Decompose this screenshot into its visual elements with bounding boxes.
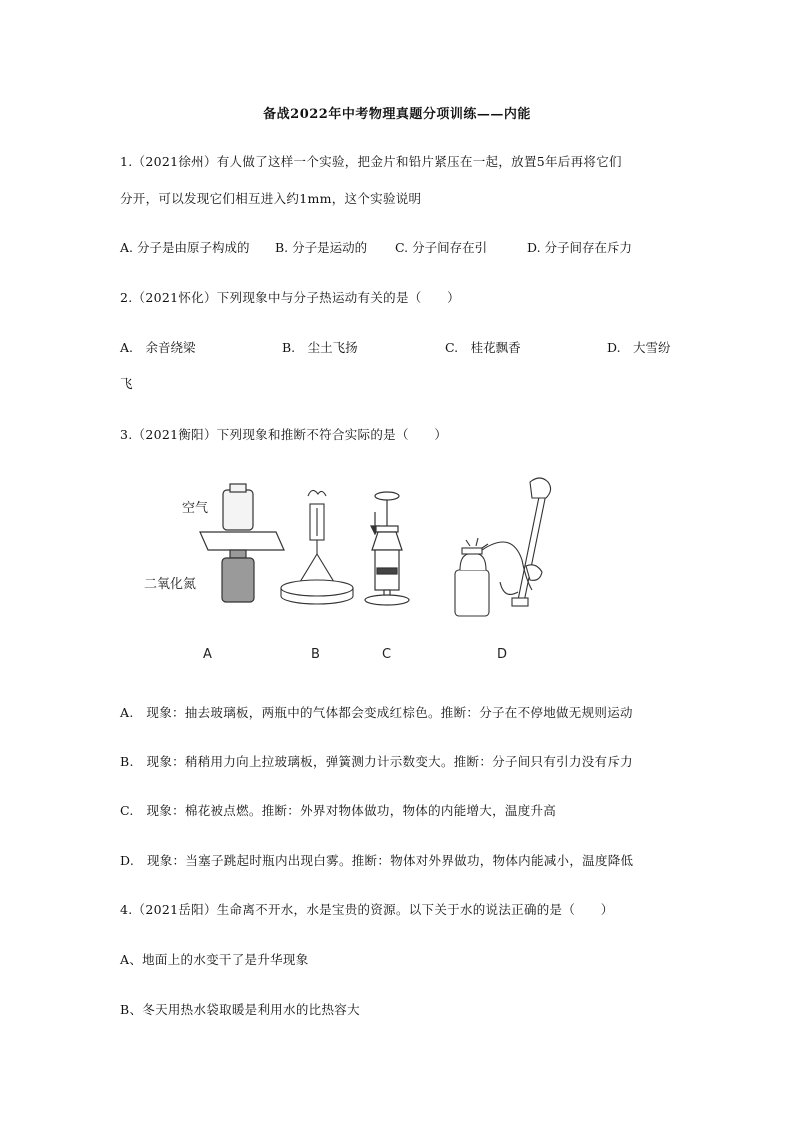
q4-option-a: A、地面上的水变干了是升华现象	[120, 952, 309, 967]
q3-option-d: D. 现象：当塞子跳起时瓶内出现白雾。推断：物体对外界做功，物体内能减小，温度降低	[120, 853, 634, 868]
q1-option-d: D. 分子间存在斥力	[527, 240, 633, 255]
figure-b-spring-scale	[281, 490, 353, 604]
q2-option-d: D. 大雪纷	[607, 340, 671, 355]
figure-label-air: 空气	[182, 501, 209, 516]
q1-stem-line1: 1.（2021徐州）有人做了这样一个实验，把金片和铅片紧压在一起，放置5年后再将它们	[120, 154, 622, 169]
q1-option-b: B. 分子是运动的	[275, 240, 368, 255]
q3-option-a: A. 现象：抽去玻璃板，两瓶中的气体都会变成红棕色。推断：分子在不停地做无规则运动	[120, 705, 633, 720]
q3-stem: 3.（2021衡阳）下列现象和推断不符合实际的是（ ）	[120, 427, 448, 442]
figure-label-no2: 二氧化氮	[144, 577, 197, 592]
figure-panel-label-d: D	[497, 647, 508, 662]
q3-option-c: C. 现象：棉花被点燃。推断：外界对物体做功，物体的内能增大，温度升高	[120, 803, 557, 818]
q3-option-b: B. 现象：稍稍用力向上拉玻璃板，弹簧测力计示数变大。推断：分子间只有引力没有斥力	[120, 754, 633, 769]
figure-d-bottle-pump	[455, 478, 551, 616]
figure-c-piston	[365, 492, 409, 605]
figure-panel-label-c: C	[382, 647, 392, 662]
figure-a-bottles	[200, 484, 284, 602]
q1-stem-line2: 分开，可以发现它们相互进入约1mm，这个实验说明	[120, 191, 422, 206]
page-title: 备战2022年中考物理真题分项训练——内能	[263, 107, 531, 122]
q2-option-d-wrap: 飞	[120, 376, 133, 391]
q2-stem: 2.（2021怀化）下列现象中与分子热运动有关的是（ ）	[120, 290, 460, 305]
q1-option-c: C. 分子间存在引	[395, 240, 488, 255]
figure-panel-label-b: B	[311, 647, 320, 662]
q3-figure	[140, 470, 590, 630]
q2-option-b: B. 尘土飞扬	[282, 340, 358, 355]
q4-stem: 4.（2021岳阳）生命离不开水，水是宝贵的资源。以下关于水的说法正确的是（ ）	[120, 902, 614, 917]
q2-option-a: A. 余音绕梁	[120, 340, 196, 355]
q1-option-a: A. 分子是由原子构成的	[120, 240, 250, 255]
q4-option-b: B、冬天用热水袋取暖是利用水的比热容大	[120, 1002, 360, 1017]
q2-option-c: C. 桂花飘香	[445, 340, 521, 355]
figure-panel-label-a-text: A	[203, 647, 212, 662]
